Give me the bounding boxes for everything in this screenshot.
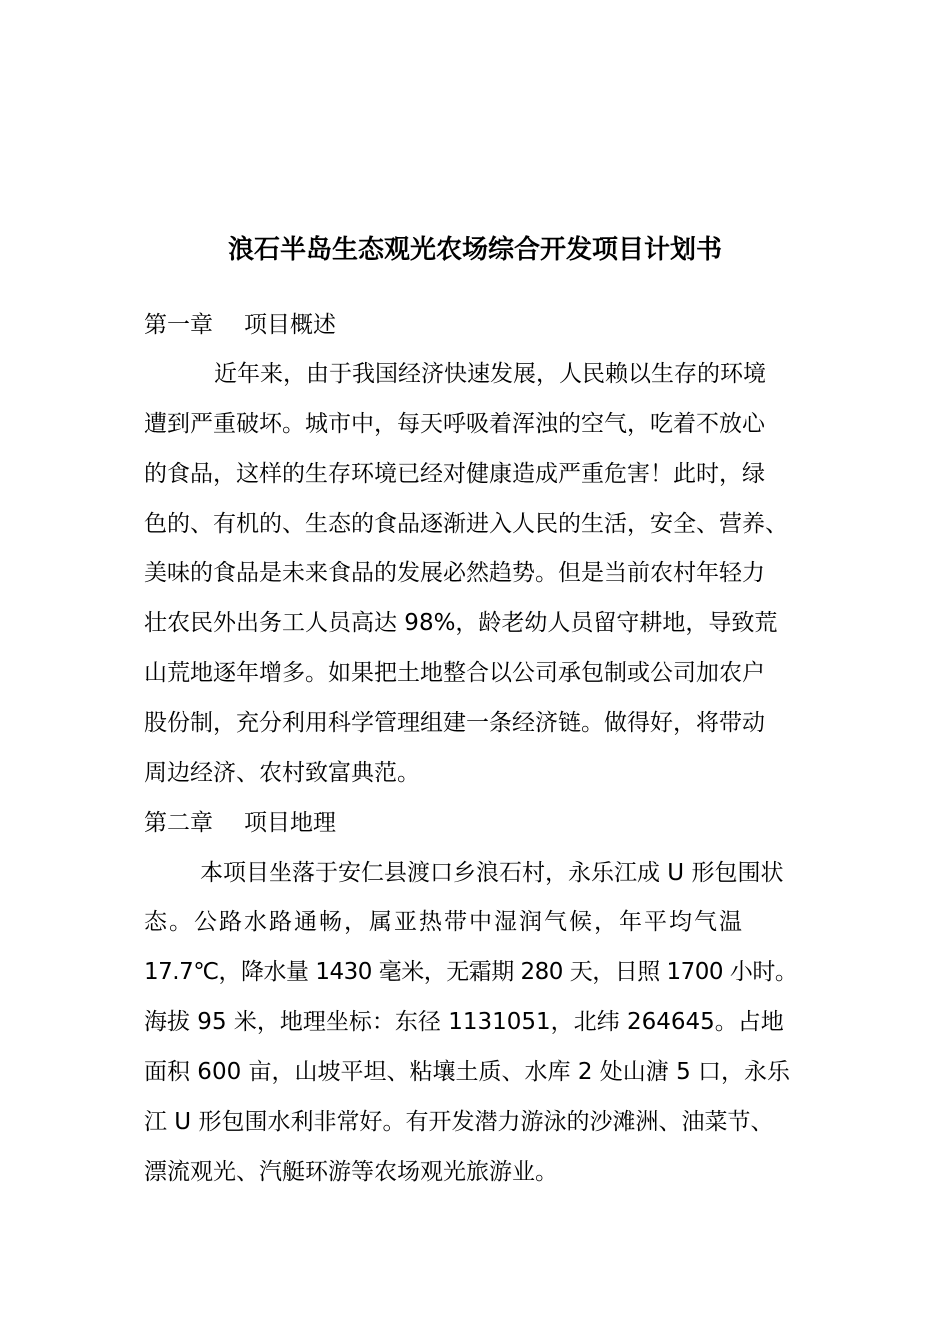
chapter-1-number: 第一章 [144, 312, 213, 338]
chapter-1-line-1: 近年来，由于我国经济快速发展，人民赖以生存的环境 [214, 361, 766, 387]
chapter-1-line-4: 色的、有机的、生态的食品逐渐进入人民的生活，安全、营养、 [144, 511, 788, 537]
document-title: 浪石半岛生态观光农场综合开发项目计划书 [227, 235, 722, 265]
chapter-1-line-2: 遭到严重破坏。城市中，每天呼吸着浑浊的空气，吃着不放心 [144, 411, 765, 437]
chapter-2-line-2: 态。公路水路通畅，属亚热带中湿润气候，年平均气温 [144, 909, 744, 935]
chapter-2-heading [144, 806, 336, 840]
chapter-2-line-7: 漂流观光、汽艇环游等农场观光旅游业。 [144, 1159, 558, 1185]
chapter-1-name: 项目概述 [244, 312, 336, 338]
chapter-2-line-6: 江 U 形包围水利非常好。有开发潜力游泳的沙滩洲、油菜节、 [144, 1109, 774, 1135]
chapter-1-line-3: 的食品，这样的生存环境已经对健康造成严重危害！此时，绿 [144, 461, 765, 487]
chapter-2-line-1: 本项目坐落于安仁县渡口乡浪石村，永乐江成 U 形包围状 [200, 860, 784, 886]
chapter-1-line-9: 周边经济、农村致富典范。 [144, 760, 420, 786]
chapter-1-line-5: 美味的食品是未来食品的发展必然趋势。但是当前农村年轻力 [144, 560, 765, 586]
chapter-2-line-4: 海拔 95 米，地理坐标：东径 1131051，北纬 264645。占地 [144, 1009, 784, 1035]
chapter-1-heading [144, 308, 336, 342]
chapter-1-line-8: 股份制，充分利用科学管理组建一条经济链。做得好，将带动 [144, 710, 765, 736]
chapter-2-line-5: 面积 600 亩，山坡平坦、粘壤土质、水库 2 处山溏 5 口，永乐 [144, 1059, 791, 1085]
chapter-2-name: 项目地理 [244, 810, 336, 836]
chapter-1-line-6: 壮农民外出务工人员高达 98%，龄老幼人员留守耕地，导致荒 [144, 610, 778, 636]
chapter-2-line-3: 17.7℃，降水量 1430 毫米，无霜期 280 天，日照 1700 小时。 [144, 959, 798, 985]
chapter-1-line-7: 山荒地逐年增多。如果把土地整合以公司承包制或公司加农户 [144, 660, 765, 686]
chapter-2-number: 第二章 [144, 810, 213, 836]
